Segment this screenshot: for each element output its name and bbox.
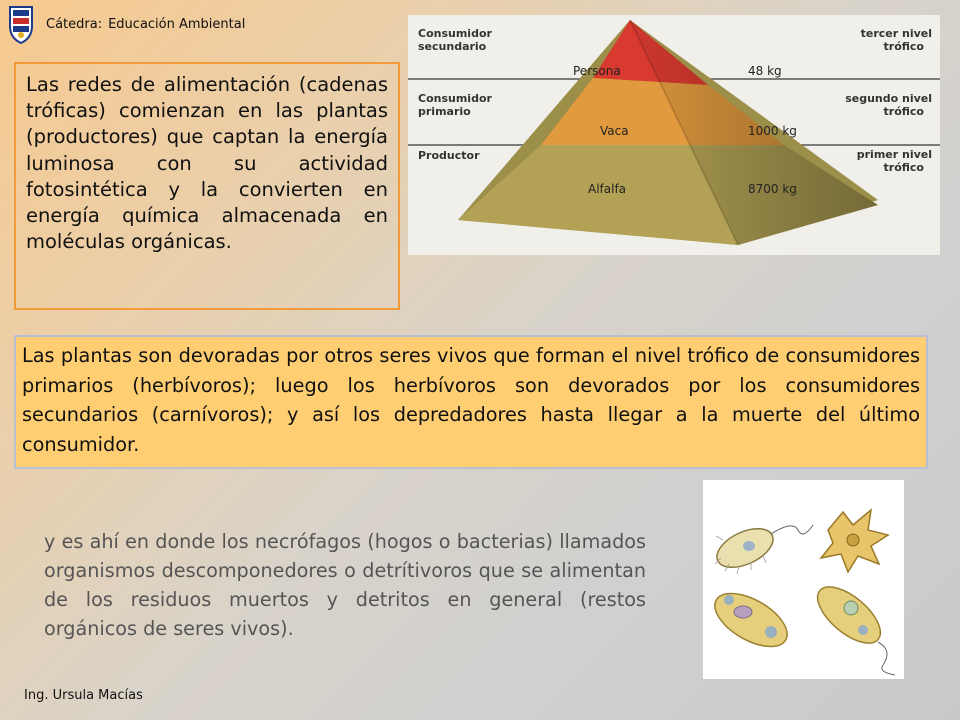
pyramid-mass-label: 48 kg: [748, 64, 782, 78]
university-crest-logo: [8, 4, 34, 44]
pyramid-right-label: segundo nivel: [845, 92, 932, 105]
pyramid-mass-label: 8700 kg: [748, 182, 797, 196]
flagellate-organism-image: [711, 521, 813, 575]
course-header: [46, 17, 245, 32]
pyramid-right-label: trófico: [883, 161, 924, 174]
food-chain-intro-box: Las redes de alimentación (cadenas tróficas) comienzan en las plantas (productores) que captan la energía luminosa con su actividad fotosintética y la convierten en energía química almacenada en moléculas orgánicas.: [14, 62, 400, 310]
pyramid-mass-label: 1000 kg: [748, 124, 797, 138]
pyramid-left-label: primario: [418, 105, 471, 118]
pyramid-left-label: Productor: [418, 149, 480, 162]
pyramid-organism-label: Vaca: [600, 124, 629, 138]
pyramid-left-label: Consumidor: [418, 92, 492, 105]
author-footer: Ing. Ursula Macías: [24, 688, 143, 703]
pyramid-organism-label: Alfalfa: [588, 182, 627, 196]
pyramid-left-label: Consumidor: [418, 27, 492, 40]
consumers-text-box: Las plantas son devoradas por otros seres vivos que forman el nivel trófico de consumidores primarios (herbívoros); luego los herbívoros son devorados por los consumidores secundarios (carnívoros); y así los depredadores hasta llegar a la muerte del último consumidor.: [14, 335, 928, 469]
pyramid-right-label: primer nivel: [856, 148, 932, 161]
course-name: Educación Ambiental: [108, 17, 246, 32]
pyramid-left-label: secundario: [418, 40, 487, 53]
pyramid-right-label: trófico: [883, 40, 924, 53]
pyramid-organism-label: Persona: [573, 64, 621, 78]
amoeba-organism-image: [821, 510, 888, 572]
microorganisms-illustration: [703, 480, 904, 679]
paramecium-organism-image: [706, 583, 795, 658]
pyramid-right-label: trófico: [883, 105, 924, 118]
euglena-organism-image: [808, 577, 895, 675]
decomposers-paragraph: y es ahí en donde los necrófagos (hogos o bacterias) llamados organismos descomponedores o detrítivoros que se alimentan de los residuos muertos y detritos en general (restos orgánicos de seres vivos).: [44, 530, 646, 640]
course-label: Cátedra:: [46, 17, 103, 32]
pyramid-right-label: tercer nivel: [860, 27, 932, 40]
trophic-pyramid-figure: [408, 15, 940, 255]
